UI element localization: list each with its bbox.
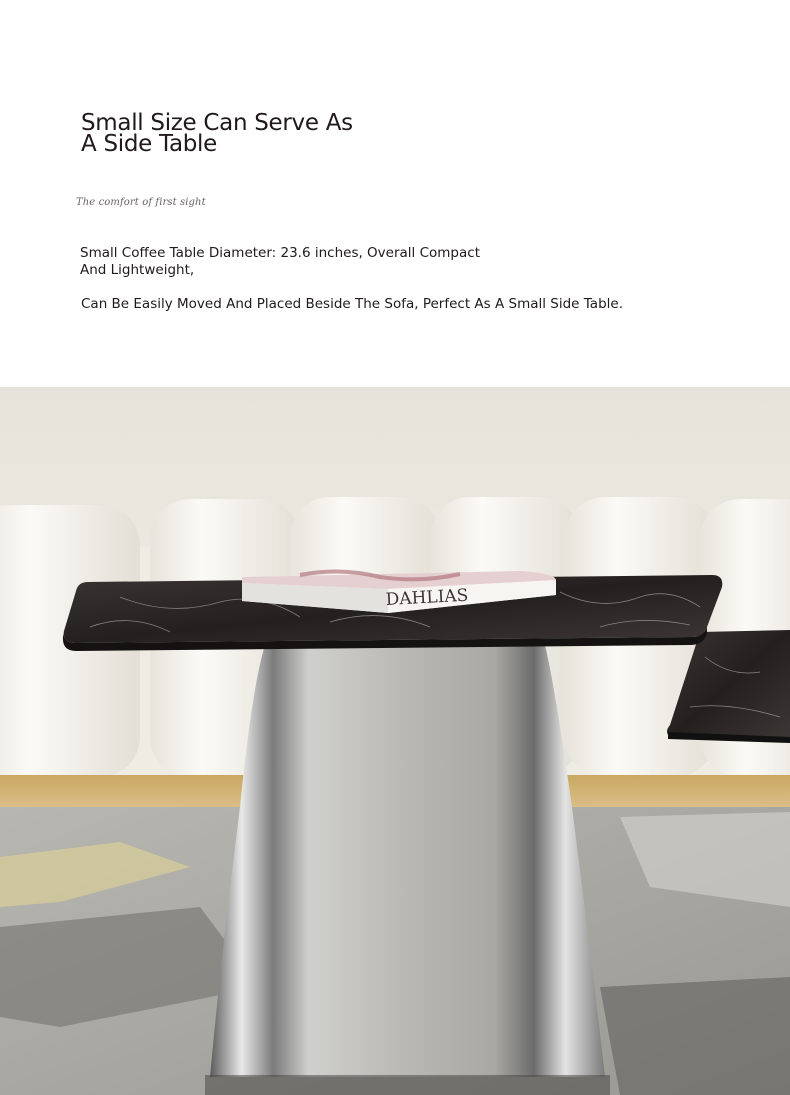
rug-dark-patch-right xyxy=(600,977,790,1095)
title-line-1: Small Size Can Serve As xyxy=(81,110,353,136)
description-line-2: And Lightweight, xyxy=(80,262,195,278)
description-placement: Can Be Easily Moved And Placed Beside The Sofa, Perfect As A Small Side Table. xyxy=(81,296,623,312)
script-tagline: The comfort of first sight xyxy=(76,197,206,208)
product-header xyxy=(0,0,790,387)
description-line-1: Small Coffee Table Diameter: 23.6 inches, Overall Compact xyxy=(80,245,480,261)
title-line-2: A Side Table xyxy=(81,131,217,157)
description-size xyxy=(80,245,500,279)
steel-pedestal xyxy=(210,645,605,1077)
pedestal-shadow xyxy=(205,1075,610,1095)
page-title xyxy=(81,110,401,157)
book-title: DAHLIAS xyxy=(385,585,469,610)
product-photo xyxy=(0,387,790,1095)
